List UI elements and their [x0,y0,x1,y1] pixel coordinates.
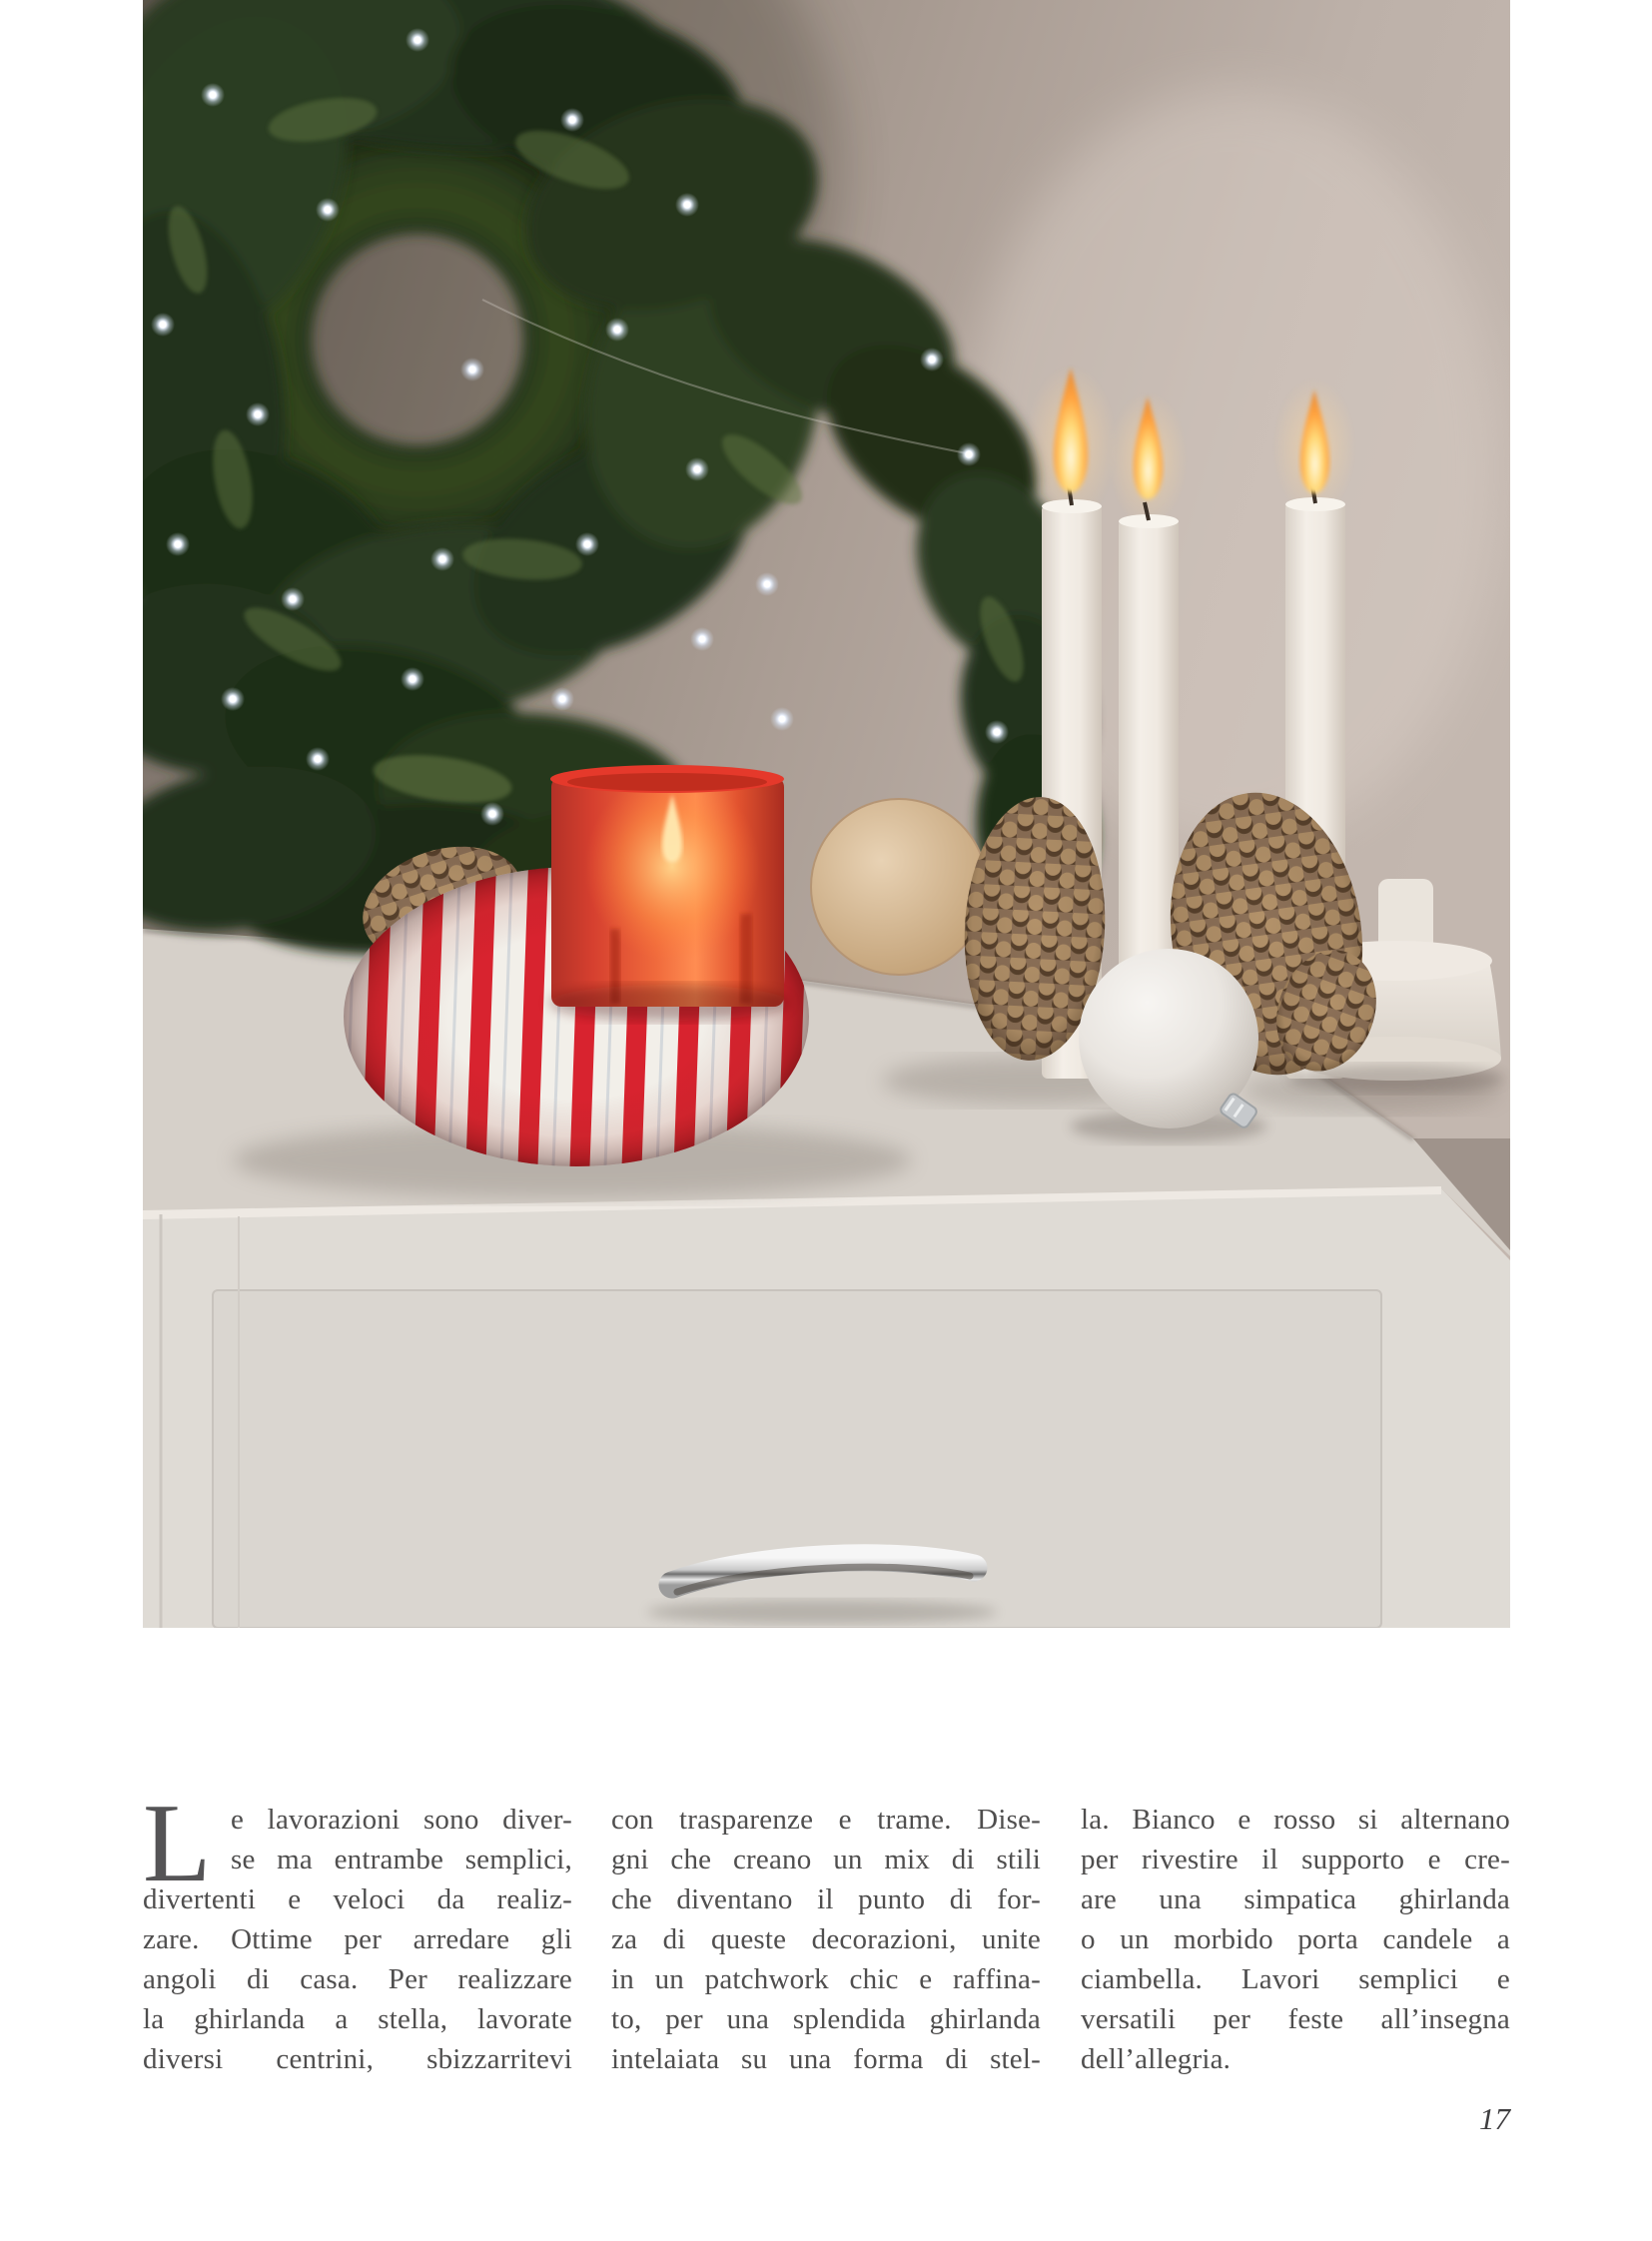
text-line: la ghirlanda a stella, lavorate [143,2003,572,2035]
candle-base-shadow [549,985,789,1021]
text-line: per rivestire il supporto e cre- [1081,1844,1510,1875]
page-number: 17 [1479,2101,1510,2136]
wooden-disc [811,799,987,975]
text-line: che diventano il punto di for- [611,1883,1041,1915]
text-line: gni che creano un mix di stili [611,1844,1041,1875]
text-line: za di queste decorazioni, unite [611,1923,1041,1955]
photo-canvas [143,0,1510,1628]
christmas-still-life-photo [143,0,1510,1628]
drop-cap: L [143,1782,212,1905]
text-line: divertenti e veloci da realiz- [143,1883,572,1915]
text-column-2 [611,1800,1041,2079]
text-line: are una simpatica ghirlanda [1081,1883,1510,1915]
text-line: in un patchwork chic e raffina- [611,1963,1041,1995]
text-line: o un morbido porta candele a [1081,1923,1510,1955]
text-column-3 [1081,1800,1510,2079]
white-bauble [1079,949,1258,1129]
text-line: versatili per feste all’insegna [1081,2003,1510,2035]
text-line: con trasparenze e trame. Dise- [611,1804,1041,1836]
drawer-panel [213,1290,1381,1628]
text-line: diversi centrini, sbizzarritevi [143,2043,572,2075]
text-column-1 [143,1782,572,2079]
text-line: intelaiata su una forma di stel- [611,2043,1041,2075]
text-line: se ma entrambe semplici, [231,1844,572,1875]
text-line: zare. Ottime per arredare gli [143,1923,572,1955]
handle-shadow [647,1600,997,1624]
text-line: dell’allegria. [1081,2043,1232,2075]
text-line: e lavorazioni sono diver- [231,1804,572,1836]
text-line: la. Bianco e rosso si alternano [1081,1804,1510,1836]
text-line: to, per una splendida ghirlanda [611,2003,1041,2035]
text-line: ciambella. Lavori semplici e [1081,1963,1510,1995]
text-line: angoli di casa. Per realizzare [143,1963,572,1995]
